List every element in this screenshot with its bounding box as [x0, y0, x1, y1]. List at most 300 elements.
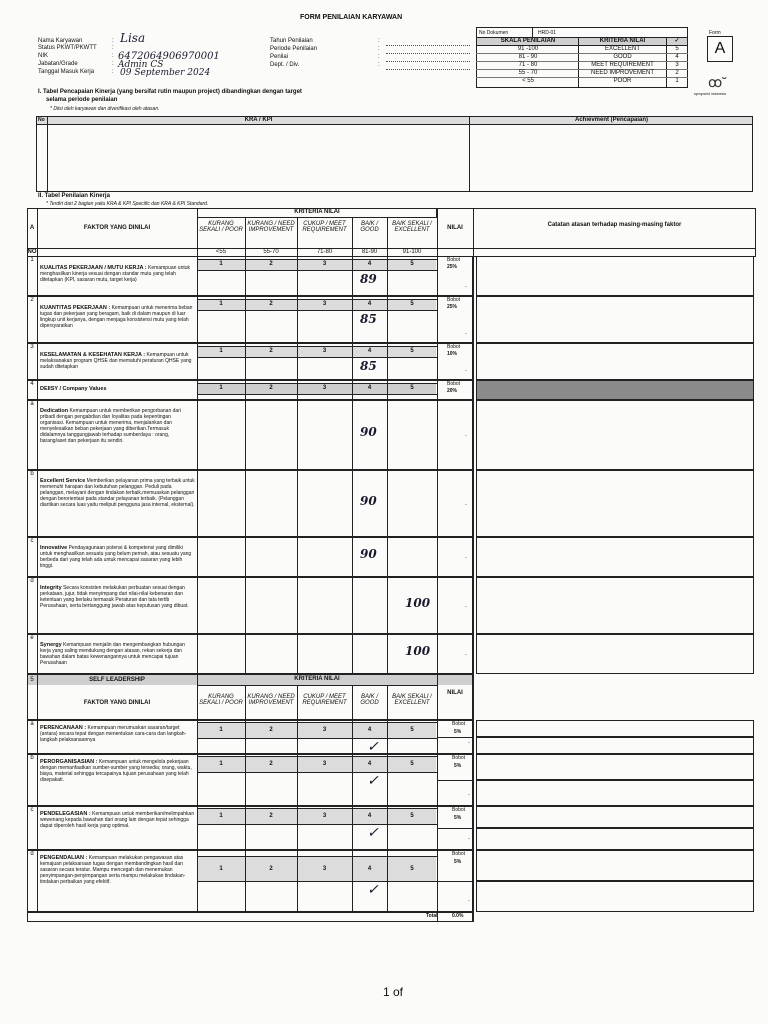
- scale-score: 1: [675, 78, 679, 84]
- item-desc-text: Kemampuan untuk melaksanakan program QHSE dan mematuhi peraturan QHSE yang sudah ditetapkan: [40, 352, 192, 370]
- :: :: [112, 69, 114, 75]
- col-notes: Catatan atasan terhadap masing-masing faktor: [547, 222, 682, 228]
- :: :: [378, 62, 380, 68]
- grid-line: [297, 634, 298, 674]
- score-option: 5: [410, 301, 414, 307]
- grid-line: [437, 780, 473, 781]
- scale-header: KRITERIA NILAI: [599, 38, 646, 44]
- score-option: 2: [269, 301, 273, 307]
- value-description: [40, 642, 195, 666]
- grid-line: [473, 470, 474, 537]
- notes-box[interactable]: [476, 754, 754, 780]
- section5-factor: FAKTOR YANG DINILAI: [83, 700, 151, 706]
- handwritten-score: 89: [360, 272, 377, 286]
- notes-box[interactable]: [476, 380, 754, 400]
- score-option: 2: [269, 761, 273, 767]
- score-option: 5: [410, 813, 414, 819]
- employee-field-label: Jabatan/Grade: [38, 61, 78, 67]
- score-option: 3: [322, 301, 327, 307]
- total-row: [27, 912, 473, 922]
- grid-line: [197, 259, 437, 260]
- score-option: 5: [410, 261, 414, 267]
- grid-line: [437, 296, 438, 343]
- grid-line: [37, 806, 38, 850]
- evaluation-field-line: [386, 53, 470, 54]
- notes-box[interactable]: [476, 577, 754, 634]
- item-no: 3: [30, 344, 34, 350]
- score-option: 3: [322, 261, 327, 267]
- score-option: 5: [410, 348, 414, 354]
- employee-field-label: NIK: [38, 53, 49, 59]
- nilai-dash: -: [468, 740, 470, 746]
- item-description: [40, 352, 195, 370]
- grid-line: [473, 400, 474, 470]
- grid-line: [197, 310, 437, 311]
- grid-line: [437, 737, 473, 738]
- bobot-label: Bobot: [447, 381, 461, 387]
- level-header: BAIK SEKALI / EXCELLENT: [392, 694, 432, 706]
- handwritten-score: 85: [360, 312, 377, 326]
- section5-kriteria: KRITERIA NILAI: [294, 676, 340, 682]
- nilai-dash: -: [465, 368, 467, 374]
- grid-line: [437, 912, 438, 922]
- grid-line: [37, 470, 38, 537]
- grid-line: [352, 720, 353, 754]
- level-header: BAIK / GOOD: [360, 221, 379, 233]
- leadership-title: PENGENDALIAN :: [40, 855, 88, 861]
- leadership-description: [40, 759, 195, 783]
- leadership-desc-text: Kemampuan untuk memberikan/melimpahkan wewenang kepada bawahan dari orang lain dengan tepat sehingga dapat diperoleh hasil kerja yang optimal.: [40, 811, 195, 829]
- scale-criteria: MEET REQUIREMENT: [591, 62, 654, 68]
- grid-line: [197, 400, 198, 470]
- section5-nilai: NILAI: [447, 690, 463, 696]
- nilai-dash: -: [465, 501, 467, 508]
- col-nilai: NILAI: [447, 225, 463, 231]
- grid-line: [437, 537, 438, 577]
- handwritten-check: ✓: [367, 882, 379, 898]
- value-desc-text: Kemampuan untuk memberikan pengorbanan dari pribadi dengan pengabdian dan loyalitas pada kepentingan organisasi. Kemampuan untuk menerima, menjalankan dan menyelesaikan beban pekerjaan yang diberikan.Termasuk didalamnya tanggungjawab terhadap sumberdaya : orang, barang/aset dan pekerjaan itu sendiri.: [40, 408, 181, 444]
- score-option: 1: [219, 261, 223, 267]
- level-header: KURANG / NEED IMPROVEMENT: [247, 221, 295, 233]
- kra-col-kra: KRA / KPI: [244, 117, 273, 123]
- grid-line: [245, 537, 246, 577]
- bobot-label: Bobot: [452, 807, 466, 813]
- company-logo: ꝏ˘: [708, 74, 727, 90]
- grid-line: [473, 380, 474, 400]
- form-code: A: [707, 36, 733, 62]
- grid-line: [387, 720, 388, 754]
- item-no: 2: [30, 297, 34, 303]
- value-no: a: [30, 401, 34, 407]
- score-option: 4: [367, 865, 372, 872]
- grid-line: [387, 537, 388, 577]
- scale-score: 5: [675, 46, 679, 52]
- section1-note: * Diisi oleh karyawan dan diverifikasi oleh atasan.: [50, 106, 160, 112]
- leadership-desc-text: Kemampuan melakukan pengawasan atas kemajuan pelaksanaan tugas dengan membandingkan hasil dan sasaran secara teratur. Mampu mencegah dan menemukan penyimpangan-penyimpangan serta mampu melakukan tindakan-tindakan perbaikan yang efektif.: [40, 855, 186, 885]
- grid-line: [352, 634, 353, 674]
- level-header: KURANG / NEED IMPROVEMENT: [247, 694, 295, 706]
- grid-line: [352, 470, 353, 537]
- grid-line: [37, 720, 38, 754]
- employee-field-label: Status PKWT/PKWTT: [38, 45, 97, 51]
- notes-box[interactable]: [476, 720, 754, 737]
- leadership-no: c: [30, 807, 34, 813]
- grid-line: [387, 634, 388, 674]
- level-header: BAIK / GOOD: [360, 694, 379, 706]
- grid-line: [352, 400, 353, 470]
- grid-line: [245, 577, 246, 634]
- score-option: 2: [269, 727, 273, 733]
- grid-line: [437, 343, 438, 380]
- score-option: 5: [410, 727, 414, 733]
- scale-range: 55 - 70: [518, 70, 538, 76]
- level-header: BAIK SEKALI / EXCELLENT: [392, 221, 432, 233]
- value-no: d: [30, 578, 34, 584]
- notes-box[interactable]: [476, 537, 754, 577]
- section2-note: * Terdiri dari 2 bagian yaitu KRA & KPI Specific dan KRA & KPI Standard.: [46, 201, 209, 207]
- evaluation-field-label: Tahun Penilaian: [270, 38, 313, 44]
- evaluation-field-label: Penilai: [270, 54, 289, 60]
- notes-box[interactable]: [476, 737, 754, 754]
- grid-line: [473, 296, 474, 343]
- section2-title: II. Tabel Penilaian Kinerja: [38, 193, 110, 199]
- bobot-value: 5%: [454, 763, 462, 769]
- grid-line: [37, 634, 38, 674]
- value-desc-text: Pendayagunaan potensi & kompetensi yang dimiliki untuk menghasilkan sesuatu yang belum pernah, atau sesuatu yang berbeda dari yang telah ada untuk mencapai sasaran yang lebih tinggi.: [40, 545, 192, 569]
- notes-box[interactable]: [476, 470, 754, 537]
- score-option: 5: [410, 761, 414, 767]
- value-desc-text: Secara konsisten melakukan perbuatan sesuai dengan perkataan, jujur, tidak menyimpang dari nilai-nilai kebenaran dan ketentuan yang berlaku termasuk Peraturan dan tata tertib Perusahaan, serta bertanggung jawab atas keputusan yang dibuat.: [40, 585, 189, 609]
- score-option: 4: [367, 385, 372, 391]
- value-title: Excellent Service: [40, 478, 86, 484]
- notes-box[interactable]: [476, 343, 754, 380]
- score-option: 1: [219, 865, 223, 872]
- score-option: 1: [219, 813, 223, 819]
- scale-criteria: POOR: [613, 78, 632, 84]
- grid-line: [473, 577, 474, 634]
- notes-box[interactable]: [476, 850, 754, 881]
- :: :: [378, 38, 380, 44]
- value-title: Synergy: [40, 642, 62, 648]
- leadership-no: d: [30, 851, 34, 857]
- leadership-no: b: [30, 755, 34, 761]
- grid-line: [245, 470, 246, 537]
- grid-line: [37, 296, 38, 343]
- value-no: e: [30, 635, 34, 641]
- item-title: KESELAMATAN & KESEHATAN KERJA :: [40, 352, 146, 358]
- doc-value: HRD-01: [538, 30, 557, 36]
- item-description: [40, 386, 195, 392]
- score-option: 1: [219, 385, 223, 391]
- :: :: [112, 38, 114, 44]
- grid-line: [473, 720, 474, 754]
- col-no: NO: [27, 249, 37, 255]
- score-option: 1: [219, 348, 223, 354]
- scale-header: SKALA PENILAIAN: [500, 38, 556, 44]
- bobot-label: Bobot: [452, 851, 466, 857]
- section5-title: SELF LEADERSHIP: [89, 677, 145, 683]
- scale-range: 91 -100: [517, 46, 539, 52]
- item-title: KUANTITAS PEKERJAAN :: [40, 305, 111, 311]
- score-option: 4: [367, 761, 372, 767]
- item-desc-text: Kemampuan untuk menerima beban tugas dan pekerjaan yang beragam, baik di dalam maupun di luar lingkup unit kerjanya, dengan menjaga konsistensi mutu yang telah dipersyaratkan: [40, 305, 193, 329]
- grid-line: [297, 720, 298, 754]
- level-header: KURANG SEKALI / POOR: [199, 694, 243, 706]
- employee-field-value: Lisa: [120, 31, 146, 45]
- score-option: 3: [322, 727, 327, 733]
- score-option: 3: [322, 761, 327, 767]
- score-option: 4: [367, 727, 372, 733]
- grid-line: [387, 577, 388, 634]
- value-title: Integrity: [40, 585, 62, 591]
- employee-field-value: 6472064906970001: [118, 51, 220, 62]
- grid-line: [37, 850, 38, 912]
- employee-field-label: Tanggal Masuk Kerja: [38, 69, 95, 75]
- grid-line: [197, 270, 437, 271]
- leadership-description: [40, 811, 195, 829]
- :: :: [112, 61, 114, 67]
- item-desc-text: Kemampuan untuk menghasilkan kinerja sesuai dengan standar mutu yang telah ditetapkan (KPI, sasaran mutu, target kerja): [40, 265, 191, 283]
- grid-line: [37, 400, 38, 470]
- grid-line: [437, 577, 438, 634]
- item-no: 4: [30, 381, 34, 387]
- leadership-no: a: [30, 721, 34, 727]
- leadership-desc-text: Kemampuan merumuskan sasaran/target (antara) secara tepat dengan menentukan cara-cara dan langkah-langkah pelaksanaannya: [40, 725, 187, 743]
- grid-line: [473, 806, 474, 850]
- grid-line: [197, 394, 437, 395]
- grid-line: [197, 685, 437, 686]
- score-option: 2: [269, 813, 273, 819]
- bobot-label: Bobot: [452, 755, 466, 761]
- grid-line: [37, 343, 38, 380]
- leadership-title: PERENCANAAN :: [40, 725, 87, 731]
- grid-line: [197, 772, 437, 773]
- score-option: 4: [367, 261, 372, 267]
- section1-title: I. Tabel Pencapaian Kinerja (yang bersifat rutin maupun project) dibandingkan dengan target: [38, 89, 302, 95]
- grid-line: [437, 380, 438, 400]
- section5-no: 5: [30, 677, 34, 683]
- grid-line: [437, 634, 438, 674]
- grid-line: [37, 208, 38, 257]
- kra-table: [36, 116, 753, 192]
- grid-line: [37, 537, 38, 577]
- value-description: [40, 545, 195, 569]
- grid-line: [197, 577, 198, 634]
- grid-line: [37, 754, 38, 806]
- grid-line: [352, 577, 353, 634]
- grid-line: [197, 756, 437, 757]
- grid-line: [387, 470, 388, 537]
- score-option: 1: [219, 727, 223, 733]
- notes-box[interactable]: [476, 296, 754, 343]
- value-no: b: [30, 471, 34, 477]
- bobot-value: 25%: [447, 264, 458, 270]
- col-a: A: [29, 225, 35, 231]
- bobot-label: Bobot: [452, 721, 466, 727]
- scale-score: 3: [675, 62, 679, 68]
- grid-line: [297, 577, 298, 634]
- handwritten-score: 90: [360, 425, 377, 439]
- grid-line: [37, 380, 38, 400]
- grid-line: [37, 256, 38, 296]
- score-option: 1: [219, 761, 223, 767]
- :: :: [378, 54, 380, 60]
- handwritten-check: ✓: [367, 739, 379, 755]
- grid-line: [437, 256, 438, 296]
- grid-line: [437, 470, 438, 537]
- evaluation-field-label: Dept. / Div.: [270, 62, 300, 68]
- bobot-value: 20%: [447, 388, 458, 394]
- item-description: [40, 265, 195, 283]
- kra-col-achievement: Achievment (Pencapaian): [574, 117, 649, 123]
- kriteria-label: KRITERIA NILAI: [294, 209, 340, 215]
- doc-label: No Dokumen: [479, 30, 509, 36]
- value-description: [40, 478, 195, 508]
- nilai-dash: -: [465, 603, 467, 610]
- grid-line: [197, 357, 437, 358]
- score-option: 5: [410, 385, 414, 391]
- grid-line: [197, 824, 437, 825]
- grid-line: [197, 346, 437, 347]
- score-option: 3: [322, 813, 327, 819]
- employee-field-label: Nama Karyawan: [38, 38, 83, 44]
- value-no: c: [30, 538, 34, 544]
- score-option: 2: [269, 348, 273, 354]
- grid-line: [197, 383, 437, 384]
- score-option: 4: [367, 301, 372, 307]
- scale-criteria: EXCELLENT: [604, 46, 640, 52]
- range-label: 71-80: [316, 249, 333, 255]
- notes-box[interactable]: [476, 806, 754, 828]
- bobot-value: 10%: [447, 351, 458, 357]
- notes-box[interactable]: [476, 881, 754, 912]
- nilai-dash: -: [465, 331, 467, 337]
- grid-line: [473, 208, 474, 257]
- item-no: 1: [30, 257, 34, 263]
- notes-box[interactable]: [476, 256, 754, 296]
- notes-box[interactable]: [476, 634, 754, 674]
- value-description: [40, 408, 195, 444]
- score-option: 4: [367, 813, 372, 819]
- grid-line: [197, 808, 437, 809]
- bobot-label: Bobot: [447, 297, 461, 303]
- grid-line: [197, 738, 437, 739]
- notes-box[interactable]: [476, 828, 754, 850]
- nilai-dash: -: [468, 792, 470, 798]
- item-title: DEIISY / Company Values: [40, 386, 107, 392]
- scale-criteria: NEED IMPROVEMENT: [590, 70, 654, 76]
- value-desc-text: Memberikan pelayanan prima yang terbaik untuk memenuhi harapan dan kebutuhan pelanggan. Peduli pada pelanggan, melayani dengan tindakan terbaik,memuaskan pelanggan dengan berorientasi pada standar pelayanan terbaik. (Pelanggan diartikan secara luas yaitu meliputi pengguna jasa internal, eksternal).: [40, 478, 195, 508]
- level-header: CUKUP / MEET REQUIREMENT: [302, 694, 347, 706]
- grid-line: [197, 856, 437, 857]
- grid-line: [245, 400, 246, 470]
- grid-line: [473, 754, 474, 806]
- total-label: Total: [426, 913, 438, 919]
- form-title: FORM PENILAIAN KARYAWAN: [300, 14, 403, 21]
- grid-line: [437, 881, 473, 882]
- logo-text: synopsrint indonesia: [694, 92, 726, 96]
- kra-col-no: No: [38, 117, 45, 123]
- notes-box[interactable]: [476, 400, 754, 470]
- handwritten-score: 90: [360, 547, 377, 561]
- bobot-value: 5%: [454, 815, 462, 821]
- nilai-dash: -: [465, 433, 467, 439]
- notes-box[interactable]: [476, 780, 754, 806]
- section1-title2: selama periode penilaian: [46, 97, 118, 103]
- score-option: 2: [269, 865, 273, 872]
- grid-line: [197, 299, 437, 300]
- nilai-dash: -: [468, 836, 470, 842]
- employee-field-value: Admin CS: [118, 60, 164, 70]
- handwritten-score: 100: [405, 644, 431, 658]
- employee-field-value: 09 September 2024: [120, 68, 211, 78]
- bobot-value: 5%: [454, 859, 462, 865]
- nilai-dash: -: [468, 898, 470, 904]
- bobot-value: 5%: [454, 729, 462, 735]
- grid-line: [437, 208, 438, 257]
- value-description: [40, 585, 195, 609]
- nilai-dash: -: [465, 652, 467, 658]
- grid-line: [473, 343, 474, 380]
- bobot-label: Bobot: [447, 344, 461, 350]
- scale-criteria: GOOD: [613, 54, 632, 60]
- handwritten-check: ✓: [367, 825, 379, 841]
- grid-line: [197, 470, 198, 537]
- total-value: 0.0%: [452, 913, 464, 919]
- handwritten-score: 85: [360, 359, 377, 373]
- score-option: 3: [322, 385, 327, 391]
- leadership-desc-text: Kemampuan untuk mengelola pekerjaan dengan memanfaatkan sumber-sumber yang tersedia; orang, waktu, biaya, material sehingga tercapainya tujuan perusahaan yang telah disepakati.: [40, 759, 192, 783]
- score-option: 3: [322, 348, 327, 354]
- value-desc-text: Kemampuan menjalin dan mengembangkan hubungan kerja yang saling mendukung dengan atasan, rekan sekerja dan bawahan dalam batas kewenangannya untuk mencapai tujuan Perusahaan: [40, 642, 185, 666]
- leadership-description: [40, 855, 195, 885]
- grid-line: [473, 537, 474, 577]
- item-title: KUALITAS PEKERJAAN / MUTU KERJA :: [40, 265, 147, 271]
- grid-line: [245, 634, 246, 674]
- evaluation-field-line: [386, 45, 470, 46]
- score-option: 5: [410, 865, 414, 872]
- page-number: 1 of: [383, 985, 404, 999]
- grid-line: [387, 400, 388, 470]
- scale-score: 4: [675, 54, 679, 60]
- grid-line: [473, 674, 474, 720]
- grid-line: [437, 400, 438, 470]
- col-factor: FAKTOR YANG DINILAI: [83, 225, 151, 231]
- bobot-value: 25%: [447, 304, 458, 310]
- grid-line: [197, 881, 437, 882]
- level-header: KURANG SEKALI / POOR: [199, 221, 243, 233]
- evaluation-field-label: Periode Penilaian: [270, 46, 318, 52]
- scale-range: 71 - 80: [518, 62, 538, 68]
- range-label: <55: [215, 249, 227, 255]
- grid-line: [297, 537, 298, 577]
- grid-line: [297, 400, 298, 470]
- score-option: 2: [269, 261, 273, 267]
- grid-line: [473, 850, 474, 912]
- range-label: 91-100: [402, 249, 422, 255]
- :: :: [378, 46, 380, 52]
- grid-line: [197, 722, 437, 723]
- nilai-dash: -: [465, 555, 467, 561]
- grid-line: [197, 634, 198, 674]
- scale-score: 2: [675, 70, 679, 76]
- evaluation-field-line: [386, 69, 470, 70]
- range-label: 55-70: [263, 249, 279, 255]
- grid-line: [437, 674, 438, 720]
- item-description: [40, 305, 195, 329]
- score-option: 2: [269, 385, 273, 391]
- bobot-label: Bobot: [447, 257, 461, 263]
